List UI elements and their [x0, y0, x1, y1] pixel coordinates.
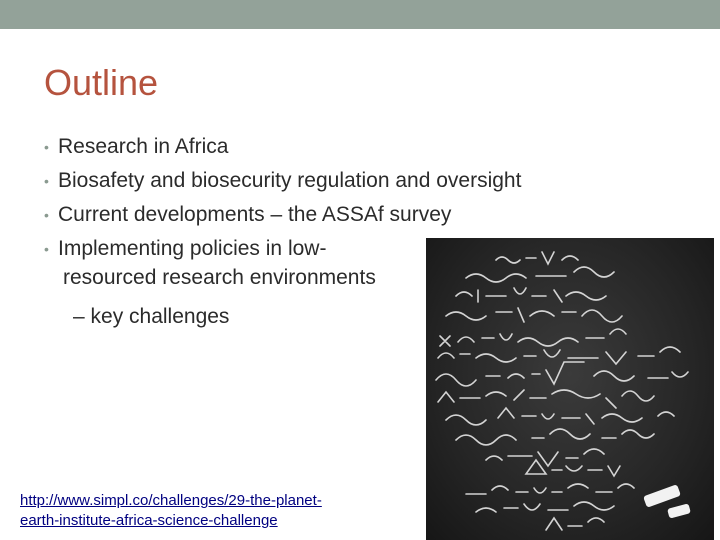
bullet-item — [44, 130, 704, 164]
chalk-stick — [667, 503, 691, 518]
bullet-marker: • — [44, 139, 49, 155]
source-link[interactable] — [20, 491, 420, 531]
bullet-item — [44, 198, 704, 232]
bullet-text: Biosafety and biosecurity regulation and oversight — [58, 169, 522, 192]
bullet-continuation: resourced research environments — [63, 266, 376, 289]
top-accent-bar — [0, 0, 720, 29]
bullet-marker: • — [44, 207, 49, 223]
bullet-text: Research in Africa — [58, 135, 229, 158]
bullet-text: Implementing policies in low- — [58, 237, 327, 260]
source-link-line[interactable]: http://www.simpl.co/challenges/29-the-planet- — [20, 492, 322, 509]
bullet-text: Current developments – the ASSAf survey — [58, 203, 452, 226]
source-link-line[interactable]: earth-institute-africa-science-challenge — [20, 512, 278, 529]
bullet-item — [44, 164, 704, 198]
slide-title: Outline — [44, 62, 159, 103]
chalk-equations-graphic — [426, 238, 714, 540]
bullet-continuation: – key challenges — [73, 305, 230, 328]
chalkboard-math-image — [426, 238, 714, 540]
chalk-stick — [643, 484, 681, 508]
bullet-marker: • — [44, 241, 49, 257]
bullet-marker: • — [44, 173, 49, 189]
